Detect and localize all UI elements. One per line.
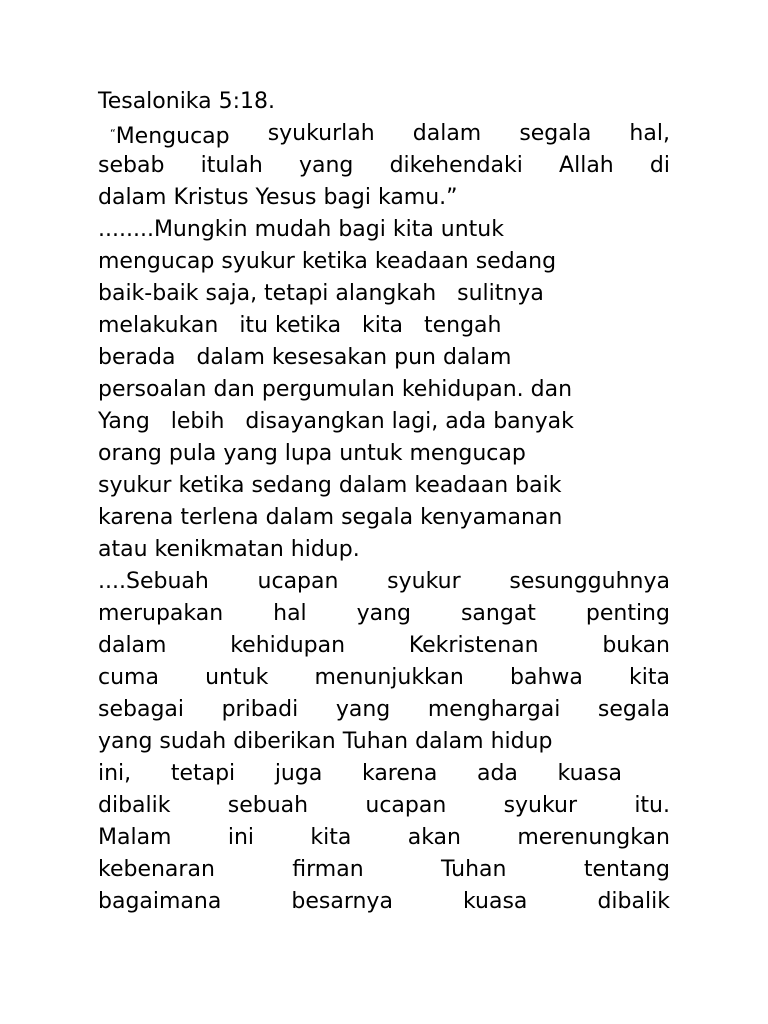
text-word: sesungguhnya: [509, 569, 670, 594]
text-line: [98, 758, 670, 790]
text-word: penting: [585, 601, 670, 626]
text-word: dikehendaki: [389, 153, 523, 178]
text-word: menunjukkan: [314, 665, 464, 690]
text-line: [98, 662, 670, 694]
text-word: besarnya: [291, 889, 393, 914]
document-body-text: [98, 86, 670, 918]
text-word-rest: Mengucap: [115, 124, 230, 149]
text-line: mengucap syukur ketika keadaan sedang: [98, 249, 557, 274]
text-line: [98, 630, 670, 662]
text-word: syukurlah: [267, 121, 375, 146]
text-word: bukan: [602, 633, 670, 658]
text-line: [98, 790, 670, 822]
text-line: Yang lebih disayangkan lagi, ada banyak: [98, 409, 574, 434]
text-word: ....Sebuah: [98, 569, 209, 594]
text-line: melakukan itu ketika kita tengah: [98, 313, 502, 338]
text-word: Malam: [98, 825, 172, 850]
text-word: itu.: [634, 793, 670, 818]
text-word: firman: [292, 857, 364, 882]
text-word: kita: [310, 825, 352, 850]
text-word: yang: [298, 153, 354, 178]
text-word: ada: [476, 761, 518, 786]
text-word: Kekristenan: [408, 633, 539, 658]
text-word: yang: [335, 697, 391, 722]
text-line: [98, 694, 670, 726]
text-word: bahwa: [510, 665, 583, 690]
text-word: syukur: [387, 569, 461, 594]
text-word: Allah: [559, 153, 614, 178]
text-word: juga: [274, 761, 323, 786]
text-line: berada dalam kesesakan pun dalam: [98, 345, 512, 370]
opening-quote-mark: “: [110, 127, 116, 140]
text-word: dalam: [98, 633, 167, 658]
text-line: [98, 854, 670, 886]
text-word: untuk: [205, 665, 269, 690]
text-line: baik-baik saja, tetapi alangkah sulitnya: [98, 281, 544, 306]
text-word: sangat: [460, 601, 536, 626]
text-word: bagaimana: [98, 889, 222, 914]
text-word: [110, 118, 230, 150]
text-word: merenungkan: [517, 825, 670, 850]
text-word: sebagai: [98, 697, 185, 722]
text-line: syukur ketika sedang dalam keadaan baik: [98, 473, 562, 498]
text-line: atau kenikmatan hidup.: [98, 537, 360, 562]
text-line: [98, 150, 670, 182]
text-word: menghargai: [427, 697, 561, 722]
text-word: ini: [227, 825, 255, 850]
text-word: tetapi: [170, 761, 236, 786]
text-word: hal: [273, 601, 307, 626]
text-line: persoalan dan pergumulan kehidupan. dan: [98, 377, 573, 402]
text-line: [98, 886, 670, 918]
text-word: ucapan: [257, 569, 339, 594]
text-line: dalam Kristus Yesus bagi kamu.”: [98, 185, 458, 210]
text-word: di: [649, 153, 670, 178]
text-word: kehidupan: [230, 633, 346, 658]
text-word: dibalik: [597, 889, 670, 914]
text-line: karena terlena dalam segala kenyamanan: [98, 505, 563, 530]
text-line: ........Mungkin mudah bagi kita untuk: [98, 217, 504, 242]
text-line: [98, 118, 670, 150]
text-word: segala: [519, 121, 592, 146]
text-word: tentang: [583, 857, 670, 882]
text-word: pribadi: [221, 697, 299, 722]
text-word: syukur: [503, 793, 578, 818]
text-line: orang pula yang lupa untuk mengucap: [98, 441, 526, 466]
text-word: ini,: [98, 761, 132, 786]
text-word: sebuah: [227, 793, 309, 818]
text-word: kuasa: [462, 889, 528, 914]
text-word: hal,: [629, 121, 670, 146]
text-word: dibalik: [98, 793, 171, 818]
text-line: [98, 566, 670, 598]
text-word: ucapan: [365, 793, 447, 818]
text-word: kebenaran: [98, 857, 215, 882]
text-line: [98, 822, 670, 854]
text-word: Tuhan: [441, 857, 507, 882]
text-line: yang sudah diberikan Tuhan dalam hidup: [98, 729, 553, 754]
text-word: cuma: [98, 665, 159, 690]
text-line: [98, 598, 670, 630]
text-word: kita: [629, 665, 670, 690]
text-word: dalam: [412, 121, 482, 146]
text-word: akan: [407, 825, 461, 850]
text-word: kuasa: [557, 761, 622, 786]
text-line: Tesalonika 5:18.: [98, 89, 276, 114]
text-word: segala: [597, 697, 670, 722]
text-word: itulah: [200, 153, 263, 178]
text-word: merupakan: [98, 601, 224, 626]
text-word: karena: [361, 761, 438, 786]
text-word: yang: [356, 601, 412, 626]
text-word: sebab: [98, 153, 165, 178]
